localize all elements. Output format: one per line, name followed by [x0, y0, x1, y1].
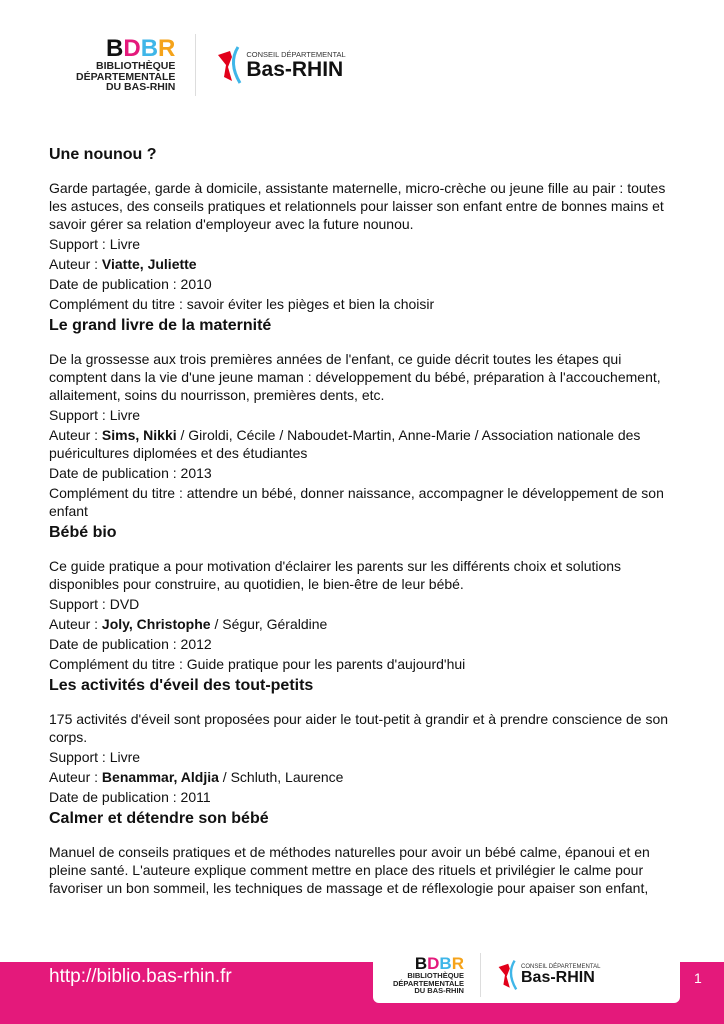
record-title: Le grand livre de la maternité	[49, 317, 272, 334]
date-value: 2012	[180, 636, 212, 652]
author-label: Auteur :	[49, 256, 102, 272]
record-complement	[49, 655, 679, 673]
complement-value: attendre un bébé, donner naissance, accompagner le développement de son enfant	[49, 485, 664, 519]
document-content	[49, 145, 679, 897]
support-value: DVD	[109, 596, 140, 612]
footer-url-link[interactable]: http://biblio.bas-rhin.fr	[49, 966, 232, 987]
footer-logo-divider	[480, 953, 481, 997]
record-support	[49, 595, 679, 613]
record-title: Calmer et détendre son bébé	[49, 810, 269, 827]
record-support	[49, 748, 679, 766]
complement-value: Guide pratique pour les parents d'aujourd'hui	[186, 656, 466, 672]
logo-divider	[195, 34, 196, 96]
footer-bdbr-logo: BDBR BIBLIOTHÈQUE DÉPARTEMENTALE DU BAS-RHIN	[393, 954, 464, 996]
author-main[interactable]: Joly, Christophe	[101, 616, 211, 632]
record-entry	[49, 676, 679, 806]
complement-label: Complément du titre :	[49, 656, 187, 672]
record-entry	[49, 316, 679, 520]
record-title: Une nounou ?	[49, 146, 157, 163]
author-label: Auteur :	[49, 427, 102, 443]
date-label: Date de publication :	[49, 465, 181, 481]
record-complement	[49, 484, 679, 520]
record-date	[49, 788, 679, 806]
record-date	[49, 275, 679, 293]
record-author	[49, 426, 679, 462]
complement-label: Complément du titre :	[49, 485, 187, 501]
author-main[interactable]: Viatte, Juliette	[101, 256, 197, 272]
record-author	[49, 768, 679, 786]
bdbr-logo: BDBR BIBLIOTHÈQUE DÉPARTEMENTALE DU BAS-RHIN	[76, 35, 176, 94]
footer-logo-tab	[373, 950, 680, 1003]
record-description: Garde partagée, garde à domicile, assistante maternelle, micro-crèche ou jeune fille au pair : toutes les astuces, des conseils pratiques et relationnels pour laisser son enfant entre de bonnes mains et savoir gérer sa relation d'employeur avec la future nounou.	[49, 180, 666, 232]
author-others: / Ségur, Géraldine	[210, 616, 328, 632]
record-complement	[49, 295, 679, 313]
page-number: 1	[694, 970, 702, 986]
author-others: / Schluth, Laurence	[218, 769, 344, 785]
bas-rhin-emblem-icon	[216, 45, 246, 85]
bas-rhin-logo: CONSEIL DÉPARTEMENTAL Bas-RHIN	[216, 45, 345, 85]
author-label: Auteur :	[49, 616, 102, 632]
complement-value: savoir éviter les pièges et bien la choisir	[186, 296, 435, 312]
record-author	[49, 615, 679, 633]
author-main[interactable]: Sims, Nikki	[101, 427, 177, 443]
record-entry	[49, 809, 679, 897]
date-value: 2010	[180, 276, 212, 292]
author-label: Auteur :	[49, 769, 102, 785]
support-label: Support :	[49, 407, 110, 423]
support-value: Livre	[109, 749, 141, 765]
record-description: Manuel de conseils pratiques et de méthodes naturelles pour avoir un bébé calme, épanoui et en pleine santé. L'auteure explique comment mettre en place des rituels et privilégier le calme pour favoriser un bon sommeil, les techniques de massage et de réflexologie pour apaiser son enfant,	[49, 844, 650, 896]
record-title: Bébé bio	[49, 524, 117, 541]
complement-label: Complément du titre :	[49, 296, 187, 312]
support-value: Livre	[109, 407, 141, 423]
record-description: 175 activités d'éveil sont proposées pour aider le tout-petit à grandir et à prendre conscience de son corps.	[49, 711, 669, 745]
record-support	[49, 235, 679, 253]
header-logos	[76, 34, 346, 96]
support-label: Support :	[49, 596, 110, 612]
record-description: De la grossesse aux trois premières années de l'enfant, ce guide décrit toutes les étapes qui comptent dans la vie d'une jeune maman : développement du bébé, préparation à l'accouchement, allaitement, soins du nourrisson, premières dents, etc.	[49, 351, 661, 403]
record-support	[49, 406, 679, 424]
record-entry	[49, 145, 679, 313]
author-others: / Giroldi, Cécile / Naboudet-Martin, Anne-Marie / Association nationale des puéricultures diplomées et des étudiantes	[49, 427, 641, 461]
record-title: Les activités d'éveil des tout-petits	[49, 677, 314, 694]
date-label: Date de publication :	[49, 276, 181, 292]
record-description: Ce guide pratique a pour motivation d'éclairer les parents sur les différents choix et solutions disponibles pour construire, au quotidien, le bien-être de leur bébé.	[49, 558, 622, 592]
support-label: Support :	[49, 749, 110, 765]
date-label: Date de publication :	[49, 636, 181, 652]
date-label: Date de publication :	[49, 789, 181, 805]
support-label: Support :	[49, 236, 110, 252]
author-main[interactable]: Benammar, Aldjia	[101, 769, 219, 785]
date-value: 2011	[180, 789, 211, 805]
support-value: Livre	[109, 236, 141, 252]
footer-bas-rhin-logo: CONSEIL DÉPARTEMENTAL Bas-RHIN	[497, 959, 600, 991]
record-date	[49, 635, 679, 653]
date-value: 2013	[180, 465, 212, 481]
bas-rhin-emblem-icon	[497, 959, 521, 991]
record-author	[49, 255, 679, 273]
record-entry	[49, 523, 679, 673]
record-date	[49, 464, 679, 482]
